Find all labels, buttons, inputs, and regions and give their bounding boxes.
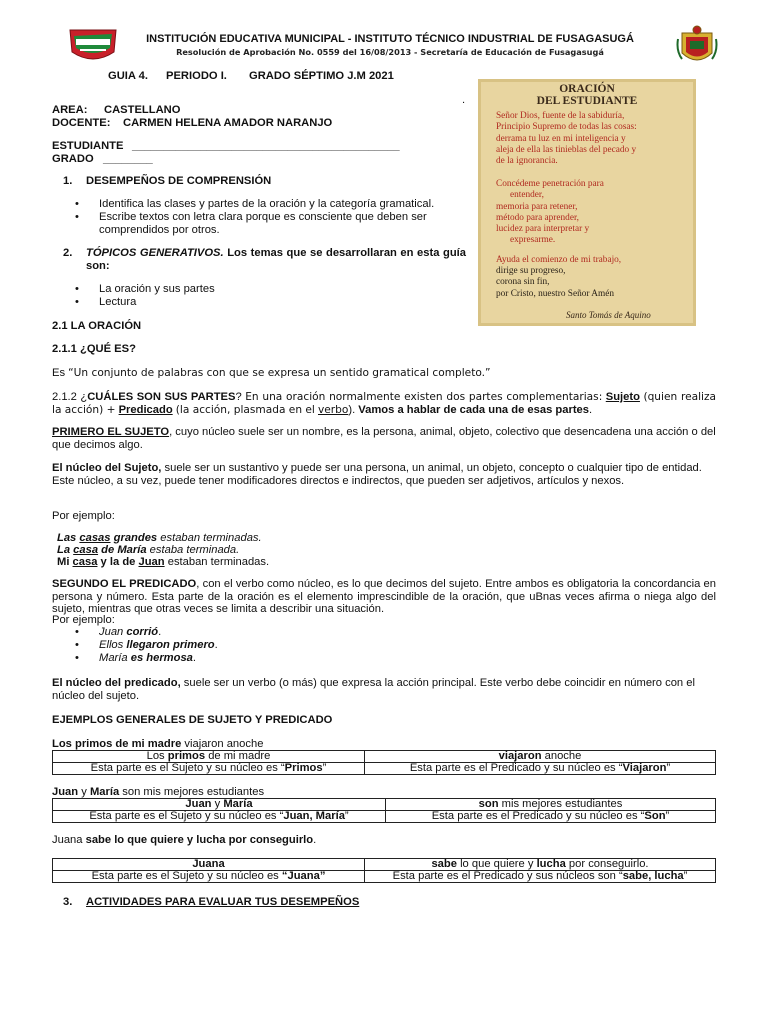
section1-bullet-1: Identifica las clases y partes de la oración y la categoría gramatical. <box>99 198 435 210</box>
bullet-dot: • <box>75 296 79 308</box>
prayer-stanza-2: Concédeme penetración para entender, memoria para retener, método para aprender, lucidez para interpretar y expresarme. <box>496 179 604 246</box>
segundo-predicado-paragraph: SEGUNDO EL PREDICADO, con el verbo como núcleo, es lo que decimos del sujeto. Entre ambos es obligatoria la concordancia en persona y número. Esta parte de la oración es el elemento imprescindible de la oración, que uBnas veces afirma o niega algo del sujeto, mientras que otras veces se limita a describir una situación. <box>52 578 716 615</box>
section2-title: TÓPICOS GENERATIVOS. Los temas que se desarrollaran en esta guía son: <box>86 247 467 272</box>
example-predicado-1: Juan corrió. <box>99 626 162 638</box>
grado-label: GRADO <box>52 153 94 165</box>
table-cell: Esta parte es el Sujeto y su núcleo es “Primos” <box>53 763 365 775</box>
table-cell: son mis mejores estudiantes <box>386 799 716 811</box>
guide-number: GUIA 4. <box>108 70 148 82</box>
prayer-stanza-1: Señor Dios, fuente de la sabiduría, Principio Supremo de todas las cosas: derrama tu luz en mi inteligencia y aleja de ella las tinieblas del pecado y de la ignorancia. <box>496 111 637 167</box>
section2-bullet-1: La oración y sus partes <box>99 283 215 295</box>
approval-resolution: Resolución de Aprobación No. 0559 del 16/08/2013 - Secretaría de Educación de Fusagasugá <box>176 47 604 57</box>
example-sujeto-1: Las casas grandes estaban terminadas. <box>57 532 262 544</box>
ejemplo-label: Por ejemplo: <box>52 510 115 522</box>
nucleo-predicado-paragraph: El núcleo del predicado, suele ser un verbo (o más) que expresa la acción principal. Este verbo debe coincidir en número con el núcleo del sujeto. <box>52 677 695 702</box>
table-row <box>53 871 716 883</box>
section-2-1-title: 2.1 LA ORACIÓN <box>52 320 142 332</box>
example-predicado-3: María es hermosa. <box>99 652 197 664</box>
table-row <box>53 763 716 775</box>
por-ejemplo-label: Por ejemplo: <box>52 614 115 626</box>
prayer-stanza-3-first: Ayuda el comienzo de mi trabajo, <box>496 255 622 265</box>
table2-caption: Juan y María son mis mejores estudiantes <box>52 786 265 798</box>
section2-number: 2. <box>63 247 73 259</box>
section-2-1-1-title: 2.1.1 ¿QUÉ ES? <box>52 343 136 355</box>
ejemplos-generales-title: EJEMPLOS GENERALES DE SUJETO Y PREDICADO <box>52 714 333 726</box>
section1-bullet-2: Escribe textos con letra clara porque es consciente que deben ser comprendidos por otros. <box>99 211 427 236</box>
table-row <box>53 859 716 871</box>
table-cell: Los primos de mi madre <box>53 751 365 763</box>
table-cell: Esta parte es el Sujeto y su núcleo es “Juan, María” <box>53 811 386 823</box>
example-sujeto-2: La casa de María estaba terminada. <box>57 544 240 556</box>
municipal-crest-right <box>676 25 718 69</box>
bullet-dot: • <box>75 283 79 295</box>
example-predicado-2: Ellos llegaron primero. <box>99 639 218 651</box>
prayer-title-line1: ORACIÓN <box>559 83 615 95</box>
section1-number: 1. <box>63 175 73 187</box>
primero-sujeto-paragraph: PRIMERO EL SUJETO, cuyo núcleo suele ser un nombre, es la persona, animal, objeto, colectivo que desencadena una acción o del que decimos algo. <box>52 426 716 451</box>
docente-value: CARMEN HELENA AMADOR NARANJO <box>123 117 333 129</box>
prayer-title-line2: DEL ESTUDIANTE <box>536 95 638 107</box>
area-value: CASTELLANO <box>104 104 181 116</box>
bullet-dot: • <box>75 652 79 664</box>
prayer-signature: Santo Tomás de Aquino <box>566 310 651 320</box>
prayer-stanza-3: dirige su progreso, corona sin fin, por Cristo, nuestro Señor Amén <box>496 266 615 299</box>
estudiante-label: ESTUDIANTE <box>52 140 124 152</box>
nucleo-sujeto-paragraph: El núcleo del Sujeto, suele ser un sustantivo y puede ser una persona, un animal, un objeto, concepto o cualquier tipo de entidad. Este núcleo, a su vez, puede tener modificadores directos e indirectos, que pueden ser adjetivos, artículos y nexos. <box>52 462 702 487</box>
table-cell: Esta parte es el Predicado y su núcleo es “Viajaron” <box>365 763 716 775</box>
table-cell: Juan y María <box>53 799 386 811</box>
example-sujeto-3: Mi casa y la de Juan estaban terminadas. <box>57 556 270 568</box>
section3-number: 3. <box>63 896 73 908</box>
table1-caption: Los primos de mi madre viajaron anoche <box>52 738 264 750</box>
table-row <box>53 751 716 763</box>
stray-dot: . <box>462 94 466 106</box>
section2-bullet-2: Lectura <box>99 296 137 308</box>
grado-field[interactable]: ________ <box>103 153 153 165</box>
table-sujeto-predicado-3 <box>52 858 716 883</box>
table-row <box>53 811 716 823</box>
bullet-dot: • <box>75 626 79 638</box>
table-cell: sabe lo que quiere y lucha por conseguirlo. <box>365 859 716 871</box>
area-label: AREA: <box>52 104 88 116</box>
table-row <box>53 799 716 811</box>
guide-grade: GRADO SÉPTIMO J.M 2021 <box>249 70 394 82</box>
section3-title: ACTIVIDADES PARA EVALUAR TUS DESEMPEÑOS <box>86 896 360 908</box>
guide-period: PERIODO I. <box>166 70 227 82</box>
table-cell: Esta parte es el Predicado y sus núcleos son “sabe, lucha” <box>365 871 716 883</box>
table3-caption: Juana sabe lo que quiere y lucha por conseguirlo. <box>52 834 317 846</box>
section1-title: DESEMPEÑOS DE COMPRENSIÓN <box>86 175 272 187</box>
prayer-card <box>478 79 696 326</box>
docente-label: DOCENTE: <box>52 117 111 129</box>
bullet-dot: • <box>75 639 79 651</box>
bullet-dot: • <box>75 198 79 210</box>
definition-oracion: Es “Un conjunto de palabras con que se expresa un sentido gramatical completo.” <box>52 367 491 379</box>
table-cell: Juana <box>53 859 365 871</box>
table-cell: Esta parte es el Sujeto y su núcleo es “Juana” <box>53 871 365 883</box>
bullet-dot: • <box>75 211 79 223</box>
table-sujeto-predicado-2 <box>52 798 716 823</box>
table-cell: Esta parte es el Predicado y su núcleo es “Son” <box>386 811 716 823</box>
table-sujeto-predicado-1 <box>52 750 716 775</box>
estudiante-field[interactable]: ___________________________________________ <box>132 140 400 152</box>
section-2-1-2: 2.1.2 ¿CUÁLES SON SUS PARTES? En una oración normalmente existen dos partes complementarias: Sujeto (quien realiza la acción) + Predicado (la acción, plasmada en el verbo). Vamos a hablar de cada una de esas partes. <box>52 391 717 416</box>
institution-name: INSTITUCIÓN EDUCATIVA MUNICIPAL - INSTITUTO TÉCNICO INDUSTRIAL DE FUSAGASUGÁ <box>146 33 634 45</box>
table-cell: viajaron anoche <box>365 751 716 763</box>
